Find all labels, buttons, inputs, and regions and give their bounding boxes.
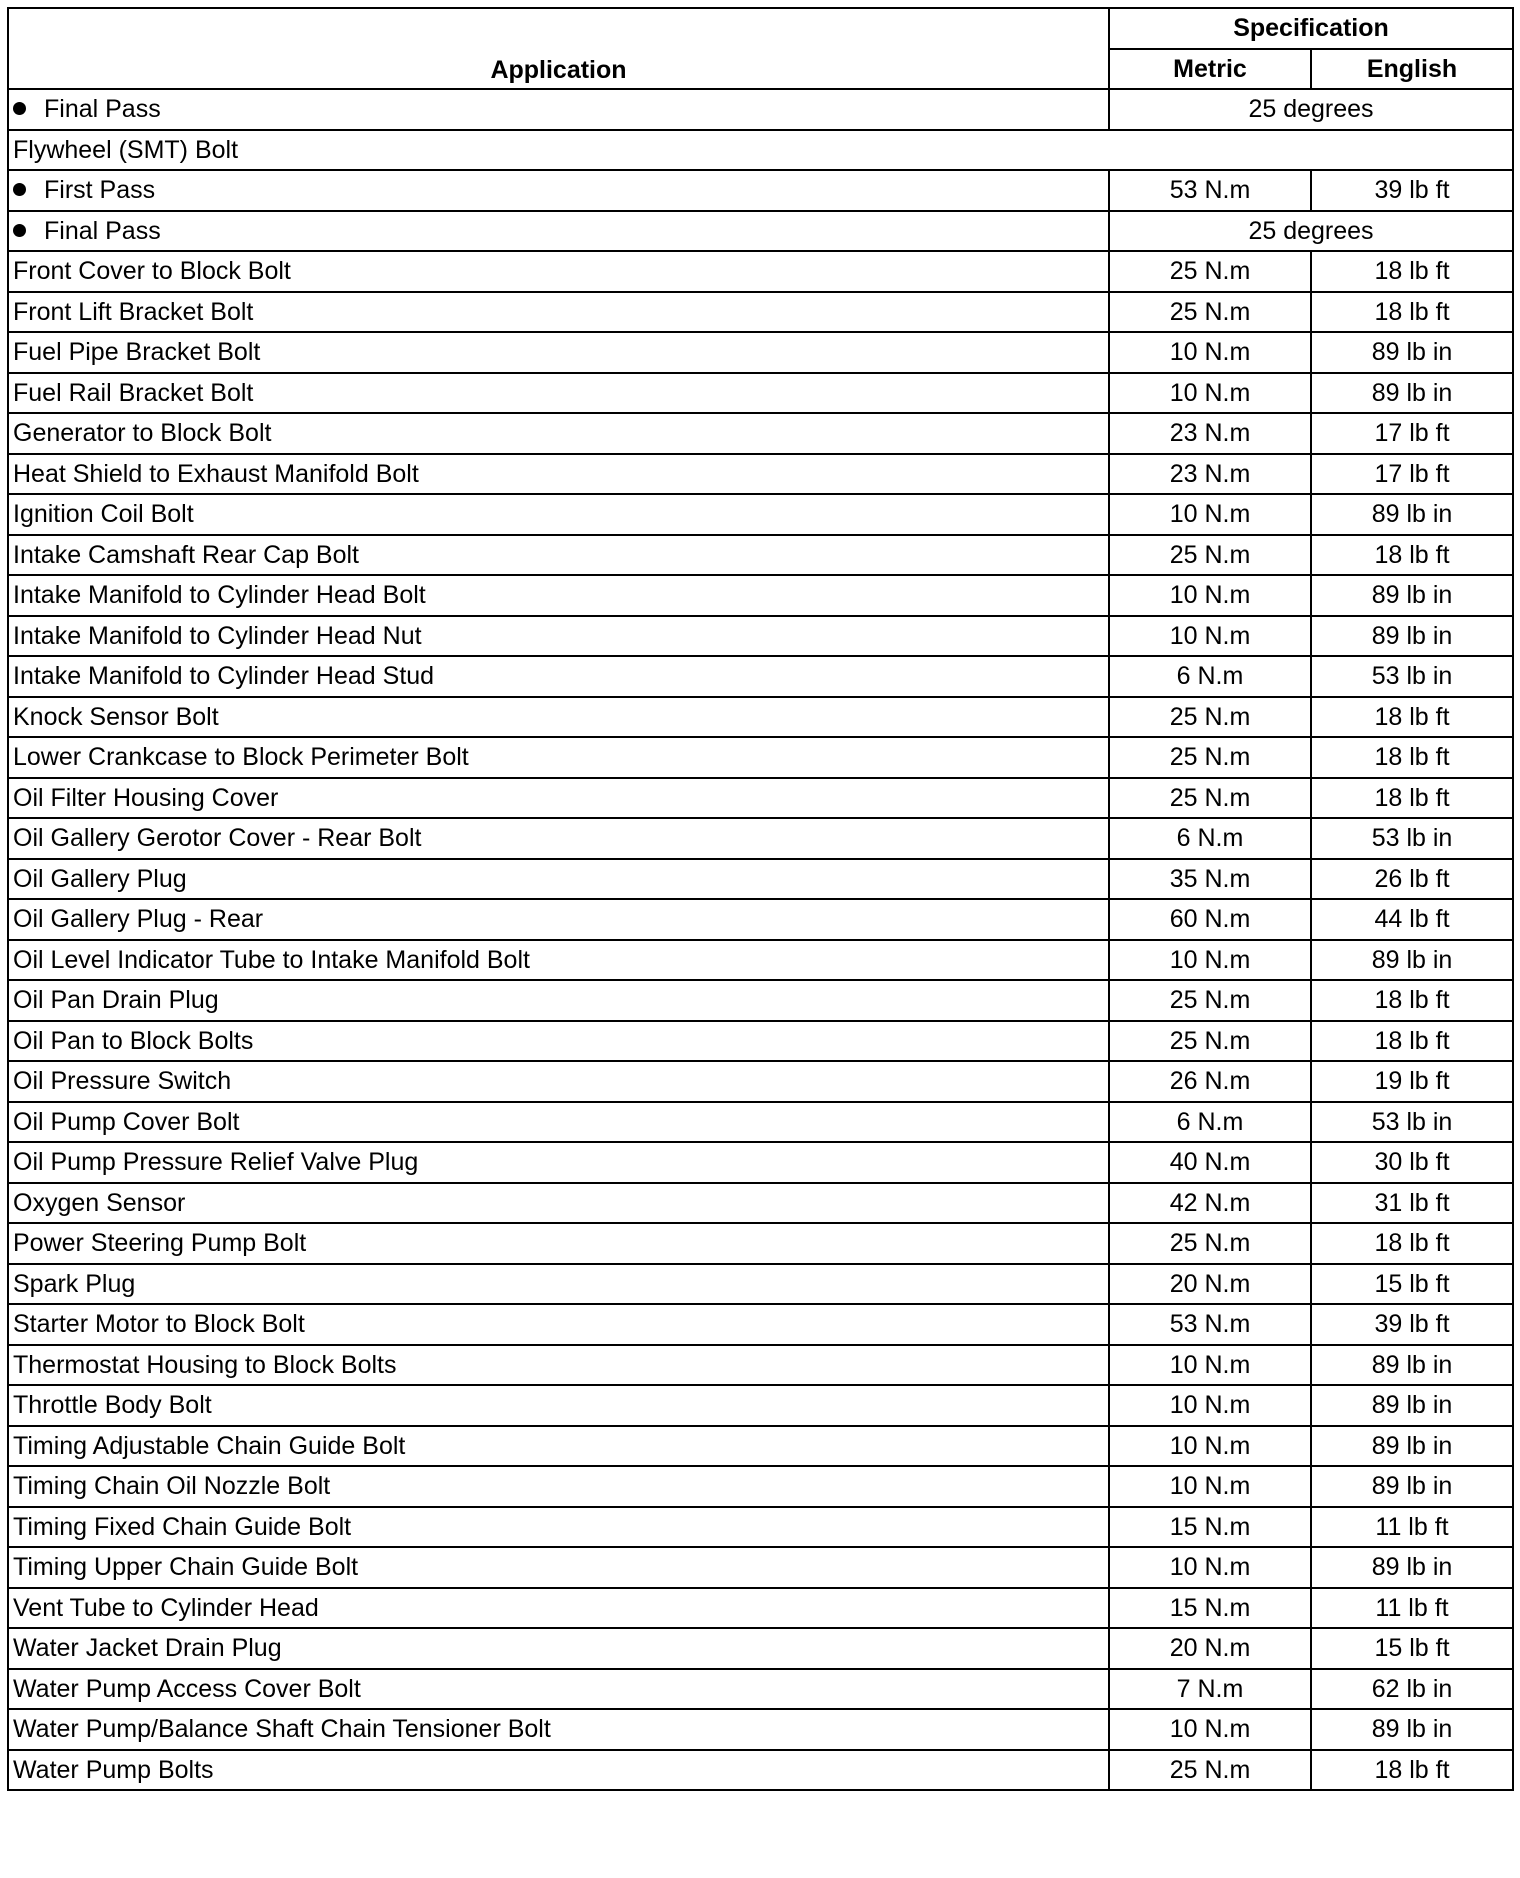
english-cell: 89 lb in [1311, 1426, 1513, 1467]
table-row [8, 413, 1513, 454]
english-cell: 89 lb in [1311, 1345, 1513, 1386]
english-cell: 18 lb ft [1311, 778, 1513, 819]
english-cell: 19 lb ft [1311, 1061, 1513, 1102]
metric-cell: 20 N.m [1109, 1628, 1311, 1669]
application-cell [8, 656, 1109, 697]
english-cell: 89 lb in [1311, 1385, 1513, 1426]
specification-header: Specification [1109, 8, 1513, 49]
application-label: Timing Chain Oil Nozzle Bolt [13, 1472, 331, 1501]
english-cell: 18 lb ft [1311, 292, 1513, 333]
application-label: Intake Manifold to Cylinder Head Bolt [13, 581, 426, 610]
application-cell [8, 899, 1109, 940]
application-cell [8, 940, 1109, 981]
metric-cell: 20 N.m [1109, 1264, 1311, 1305]
application-cell [8, 170, 1109, 211]
table-row [8, 1426, 1513, 1467]
table-row [8, 494, 1513, 535]
application-cell [8, 1628, 1109, 1669]
metric-cell: 25 N.m [1109, 1021, 1311, 1062]
table-row [8, 454, 1513, 495]
metric-cell: 10 N.m [1109, 1547, 1311, 1588]
application-label: Intake Camshaft Rear Cap Bolt [13, 540, 359, 569]
metric-cell: 25 N.m [1109, 292, 1311, 333]
application-label: Flywheel (SMT) Bolt [13, 135, 239, 164]
application-cell [8, 130, 1513, 171]
metric-cell: 15 N.m [1109, 1588, 1311, 1629]
application-label: Oil Pan Drain Plug [13, 986, 219, 1015]
metric-cell: 40 N.m [1109, 1142, 1311, 1183]
metric-cell: 10 N.m [1109, 1345, 1311, 1386]
english-cell: 89 lb in [1311, 616, 1513, 657]
table-row [8, 575, 1513, 616]
application-cell [8, 616, 1109, 657]
table-row [8, 1507, 1513, 1548]
metric-cell: 10 N.m [1109, 373, 1311, 414]
english-cell: 89 lb in [1311, 1547, 1513, 1588]
torque-spec-table [7, 7, 1514, 1791]
application-label: Oil Level Indicator Tube to Intake Manifold Bolt [13, 945, 530, 974]
english-cell: 17 lb ft [1311, 454, 1513, 495]
application-cell [8, 737, 1109, 778]
table-row [8, 1061, 1513, 1102]
application-label: Final Pass [44, 216, 161, 245]
application-label: Starter Motor to Block Bolt [13, 1310, 305, 1339]
application-label: Knock Sensor Bolt [13, 702, 219, 731]
english-cell: 89 lb in [1311, 332, 1513, 373]
table-row [8, 940, 1513, 981]
english-cell: 18 lb ft [1311, 535, 1513, 576]
english-cell: 18 lb ft [1311, 1750, 1513, 1791]
table-row [8, 1547, 1513, 1588]
application-cell [8, 1021, 1109, 1062]
table-row [8, 170, 1513, 211]
application-cell [8, 1061, 1109, 1102]
application-cell [8, 1223, 1109, 1264]
application-label: Lower Crankcase to Block Perimeter Bolt [13, 743, 469, 772]
application-cell [8, 818, 1109, 859]
table-row [8, 859, 1513, 900]
english-cell: 18 lb ft [1311, 980, 1513, 1021]
application-cell [8, 332, 1109, 373]
application-cell [8, 859, 1109, 900]
table-row [8, 1223, 1513, 1264]
table-row [8, 1669, 1513, 1710]
spec-combined-cell: 25 degrees [1109, 89, 1513, 130]
metric-cell: 25 N.m [1109, 535, 1311, 576]
application-label: Oil Gallery Plug - Rear [13, 905, 264, 934]
table-row [8, 1021, 1513, 1062]
table-header [8, 8, 1513, 89]
english-cell: 89 lb in [1311, 575, 1513, 616]
application-label: Water Jacket Drain Plug [13, 1634, 282, 1663]
application-cell [8, 1750, 1109, 1791]
table-row [8, 1264, 1513, 1305]
metric-cell: 10 N.m [1109, 1709, 1311, 1750]
table-row [8, 1142, 1513, 1183]
metric-cell: 25 N.m [1109, 778, 1311, 819]
table-row [8, 130, 1513, 171]
english-cell: 18 lb ft [1311, 251, 1513, 292]
english-cell: 89 lb in [1311, 494, 1513, 535]
application-cell [8, 535, 1109, 576]
english-cell: 39 lb ft [1311, 170, 1513, 211]
metric-cell: 10 N.m [1109, 616, 1311, 657]
application-label: Front Cover to Block Bolt [13, 257, 291, 286]
application-cell [8, 1426, 1109, 1467]
table-row [8, 656, 1513, 697]
metric-header: Metric [1109, 49, 1311, 90]
table-row [8, 1102, 1513, 1143]
application-cell [8, 292, 1109, 333]
application-label: Throttle Body Bolt [13, 1391, 212, 1420]
application-cell [8, 1142, 1109, 1183]
application-cell [8, 1466, 1109, 1507]
metric-cell: 25 N.m [1109, 1223, 1311, 1264]
english-cell: 89 lb in [1311, 373, 1513, 414]
application-label: Oil Filter Housing Cover [13, 783, 279, 812]
table-row [8, 373, 1513, 414]
application-cell [8, 1264, 1109, 1305]
table-row [8, 292, 1513, 333]
table-row [8, 1709, 1513, 1750]
application-cell [8, 251, 1109, 292]
metric-cell: 25 N.m [1109, 1750, 1311, 1791]
table-row [8, 251, 1513, 292]
application-cell [8, 575, 1109, 616]
application-label: Oil Gallery Gerotor Cover - Rear Bolt [13, 824, 422, 853]
application-cell [8, 1709, 1109, 1750]
table-row [8, 332, 1513, 373]
english-cell: 53 lb in [1311, 656, 1513, 697]
application-label: Oil Pan to Block Bolts [13, 1026, 254, 1055]
metric-cell: 10 N.m [1109, 940, 1311, 981]
application-label: Heat Shield to Exhaust Manifold Bolt [13, 459, 419, 488]
application-label: Water Pump/Balance Shaft Chain Tensioner Bolt [13, 1715, 551, 1744]
table-row [8, 818, 1513, 859]
bullet-icon [13, 183, 26, 196]
table-row [8, 899, 1513, 940]
bullet-icon [13, 224, 26, 237]
table-row [8, 1588, 1513, 1629]
metric-cell: 15 N.m [1109, 1507, 1311, 1548]
english-cell: 31 lb ft [1311, 1183, 1513, 1224]
application-label: Oil Gallery Plug [13, 864, 187, 893]
application-cell [8, 1547, 1109, 1588]
table-row [8, 980, 1513, 1021]
metric-cell: 6 N.m [1109, 818, 1311, 859]
metric-cell: 7 N.m [1109, 1669, 1311, 1710]
english-cell: 30 lb ft [1311, 1142, 1513, 1183]
english-cell: 11 lb ft [1311, 1507, 1513, 1548]
metric-cell: 23 N.m [1109, 454, 1311, 495]
metric-cell: 26 N.m [1109, 1061, 1311, 1102]
table-row [8, 1628, 1513, 1669]
table-row [8, 89, 1513, 130]
application-cell [8, 980, 1109, 1021]
metric-cell: 6 N.m [1109, 1102, 1311, 1143]
metric-cell: 35 N.m [1109, 859, 1311, 900]
metric-cell: 10 N.m [1109, 575, 1311, 616]
application-label: Oil Pressure Switch [13, 1067, 232, 1096]
application-label: Thermostat Housing to Block Bolts [13, 1350, 397, 1379]
metric-cell: 25 N.m [1109, 980, 1311, 1021]
metric-cell: 53 N.m [1109, 170, 1311, 211]
application-label: Final Pass [44, 95, 161, 124]
table-row [8, 211, 1513, 252]
application-cell [8, 1507, 1109, 1548]
application-cell [8, 413, 1109, 454]
application-cell [8, 373, 1109, 414]
table-row [8, 778, 1513, 819]
application-label: Ignition Coil Bolt [13, 500, 194, 529]
application-cell [8, 89, 1109, 130]
english-cell: 26 lb ft [1311, 859, 1513, 900]
application-cell [8, 778, 1109, 819]
table-row [8, 1385, 1513, 1426]
application-header: Application [8, 8, 1109, 89]
application-label: Timing Upper Chain Guide Bolt [13, 1553, 359, 1582]
metric-cell: 25 N.m [1109, 251, 1311, 292]
table-row [8, 697, 1513, 738]
metric-cell: 25 N.m [1109, 737, 1311, 778]
english-cell: 15 lb ft [1311, 1264, 1513, 1305]
english-cell: 18 lb ft [1311, 1021, 1513, 1062]
table-row [8, 1466, 1513, 1507]
application-label: Water Pump Access Cover Bolt [13, 1674, 361, 1703]
application-cell [8, 1183, 1109, 1224]
english-cell: 18 lb ft [1311, 697, 1513, 738]
application-label: Power Steering Pump Bolt [13, 1229, 307, 1258]
metric-cell: 53 N.m [1109, 1304, 1311, 1345]
english-cell: 39 lb ft [1311, 1304, 1513, 1345]
english-cell: 18 lb ft [1311, 737, 1513, 778]
application-cell [8, 1669, 1109, 1710]
application-cell [8, 454, 1109, 495]
application-cell [8, 1304, 1109, 1345]
english-cell: 44 lb ft [1311, 899, 1513, 940]
english-cell: 89 lb in [1311, 1709, 1513, 1750]
metric-cell: 10 N.m [1109, 332, 1311, 373]
metric-cell: 25 N.m [1109, 697, 1311, 738]
application-label: Front Lift Bracket Bolt [13, 297, 254, 326]
english-cell: 89 lb in [1311, 1466, 1513, 1507]
english-cell: 89 lb in [1311, 940, 1513, 981]
application-label: Fuel Rail Bracket Bolt [13, 378, 254, 407]
english-header: English [1311, 49, 1513, 90]
english-cell: 15 lb ft [1311, 1628, 1513, 1669]
metric-cell: 10 N.m [1109, 1466, 1311, 1507]
metric-cell: 10 N.m [1109, 1385, 1311, 1426]
application-label: First Pass [44, 176, 156, 205]
application-cell [8, 494, 1109, 535]
metric-cell: 6 N.m [1109, 656, 1311, 697]
application-label: Oxygen Sensor [13, 1188, 186, 1217]
table-row [8, 1183, 1513, 1224]
metric-cell: 60 N.m [1109, 899, 1311, 940]
application-label: Intake Manifold to Cylinder Head Stud [13, 662, 435, 691]
english-cell: 53 lb in [1311, 1102, 1513, 1143]
english-cell: 11 lb ft [1311, 1588, 1513, 1629]
english-cell: 17 lb ft [1311, 413, 1513, 454]
application-label: Water Pump Bolts [13, 1755, 214, 1784]
english-cell: 18 lb ft [1311, 1223, 1513, 1264]
table-body [8, 89, 1513, 1790]
application-label: Oil Pump Cover Bolt [13, 1107, 240, 1136]
table-row [8, 1750, 1513, 1791]
application-cell [8, 1102, 1109, 1143]
table-row [8, 1304, 1513, 1345]
table-row [8, 616, 1513, 657]
application-cell [8, 211, 1109, 252]
application-label: Timing Adjustable Chain Guide Bolt [13, 1431, 406, 1460]
metric-cell: 10 N.m [1109, 494, 1311, 535]
application-label: Generator to Block Bolt [13, 419, 272, 448]
application-label: Fuel Pipe Bracket Bolt [13, 338, 261, 367]
application-label: Timing Fixed Chain Guide Bolt [13, 1512, 352, 1541]
application-label: Intake Manifold to Cylinder Head Nut [13, 621, 422, 650]
table-row [8, 535, 1513, 576]
application-cell [8, 697, 1109, 738]
application-cell [8, 1385, 1109, 1426]
table-row [8, 737, 1513, 778]
bullet-icon [13, 102, 26, 115]
application-label: Vent Tube to Cylinder Head [13, 1593, 319, 1622]
english-cell: 62 lb in [1311, 1669, 1513, 1710]
table-row [8, 1345, 1513, 1386]
spec-combined-cell: 25 degrees [1109, 211, 1513, 252]
english-cell: 53 lb in [1311, 818, 1513, 859]
application-cell [8, 1345, 1109, 1386]
application-label: Spark Plug [13, 1269, 136, 1298]
metric-cell: 42 N.m [1109, 1183, 1311, 1224]
application-cell [8, 1588, 1109, 1629]
application-label: Oil Pump Pressure Relief Valve Plug [13, 1148, 419, 1177]
metric-cell: 10 N.m [1109, 1426, 1311, 1467]
metric-cell: 23 N.m [1109, 413, 1311, 454]
